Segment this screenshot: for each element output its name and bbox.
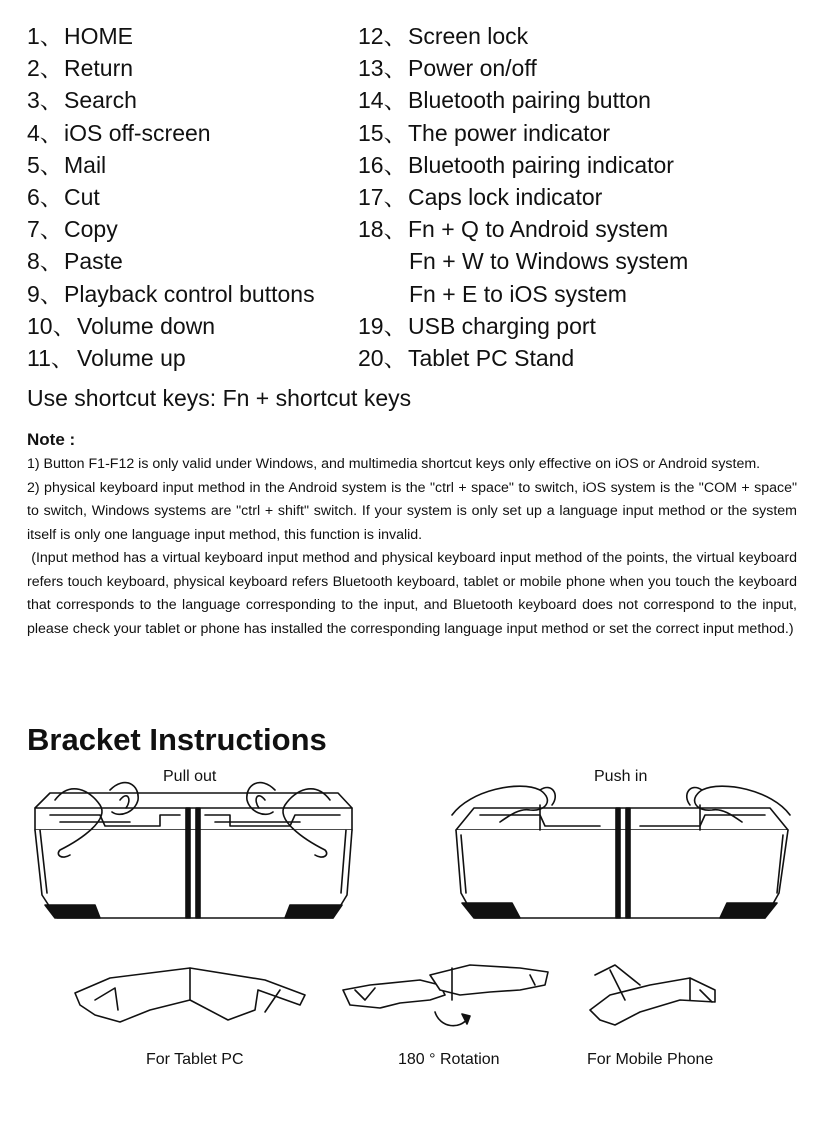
legend-item-number: 11、: [27, 344, 74, 371]
for-phone-label: For Mobile Phone: [587, 1051, 714, 1068]
legend-item-text: Screen lock: [408, 23, 529, 49]
legend-item-text: HOME: [64, 23, 133, 49]
rotation-illustration: [343, 965, 548, 1026]
note-paragraph-3: (Input method has a virtual keyboard input method and physical keyboard input method of the points, the virtual keyboard refers touch keyboard, physical keyboard refers Bluetooth keyboard, tablet or mobile phone when you touch the keyboard that corresponds to the language corresponding to the input, and Bluetooth keyboard does not correspond to the input, please check your tablet or phone has installed the corresponding language input method or set the correct input method.): [27, 550, 801, 637]
legend-item-number: 20、: [358, 344, 407, 371]
legend-item-text: Tablet PC Stand: [408, 344, 575, 371]
legend-item-number: 4、: [27, 119, 63, 146]
legend-item-text: Copy: [64, 216, 118, 243]
shortcut-keys-text: Use shortcut keys: Fn + shortcut keys: [27, 385, 412, 411]
legend-item-text: Bluetooth pairing button: [408, 87, 651, 114]
legend-item-text: The power indicator: [408, 119, 610, 146]
legend-item-number: 5、: [27, 151, 63, 178]
legend-item-number: 9、: [27, 280, 63, 307]
legend-item-text: Cut: [64, 183, 100, 210]
for-tablet-label: For Tablet PC: [146, 1051, 244, 1068]
legend-item-number: 8、: [27, 248, 63, 275]
legend-item-text: Return: [64, 55, 134, 82]
push-in-label: Push in: [594, 768, 648, 785]
legend-item-text: Fn + Q to Android system: [408, 216, 669, 243]
legend-item-number: 3、: [27, 87, 63, 114]
bracket-instructions-title: Bracket Instructions: [27, 722, 327, 757]
legend-item-number: 15、: [358, 119, 407, 146]
pull-out-keyboard-illustration: [35, 783, 352, 918]
pull-out-label: Pull out: [163, 768, 217, 785]
legend-item-text: Search: [64, 87, 137, 114]
legend-item-text: Caps lock indicator: [408, 183, 603, 210]
legend-item-text: Volume up: [77, 344, 186, 371]
note-paragraph-2: 2) physical keyboard input method in the Android system is the "ctrl + space" to switch, iOS system is the "COM + space" to switch, Windows systems are "ctrl + shift" switch. If your system is only set up a language input method or the system itself is only one language input method, this function is invalid.: [27, 479, 797, 543]
legend-item-number: 14、: [358, 87, 407, 114]
legend-item-text: Volume down: [77, 312, 216, 339]
legend-item-number: 16、: [358, 151, 407, 178]
legend-item-text: Paste: [64, 248, 123, 275]
tablet-stand-illustration: [75, 968, 305, 1022]
push-in-keyboard-illustration: [452, 786, 790, 918]
legend-item-text: Fn + W to Windows system: [409, 248, 689, 275]
legend-item-text: Mail: [64, 151, 107, 178]
legend-item-number: 7、: [27, 216, 63, 243]
phone-stand-illustration: [590, 965, 715, 1025]
legend-item-text: USB charging port: [408, 312, 596, 339]
legend-item-number: 1、: [27, 23, 63, 49]
rotation-label: 180 ° Rotation: [398, 1051, 500, 1068]
legend-item-number: 12、: [358, 23, 407, 49]
legend-item-text: Power on/off: [408, 55, 537, 82]
legend-item-number: 13、: [358, 55, 407, 82]
legend-item-number: 17、: [358, 183, 407, 210]
legend-item-text: iOS off-screen: [64, 119, 211, 146]
legend-item-text: Bluetooth pairing indicator: [408, 151, 674, 178]
note-paragraph-1: 1) Button F1-F12 is only valid under Windows, and multimedia shortcut keys only effective on iOS or Android system.: [27, 456, 761, 472]
legend-item-number: 2、: [27, 55, 63, 82]
legend-item-text: Fn + E to iOS system: [409, 280, 627, 307]
legend-item-number: 19、: [358, 312, 407, 339]
legend-item-number: 10、: [27, 312, 76, 339]
legend-item-text: Playback control buttons: [64, 280, 315, 307]
note-title: Note :: [27, 430, 76, 449]
legend-item-number: 6、: [27, 183, 63, 210]
legend-item-number: 18、: [358, 216, 407, 243]
